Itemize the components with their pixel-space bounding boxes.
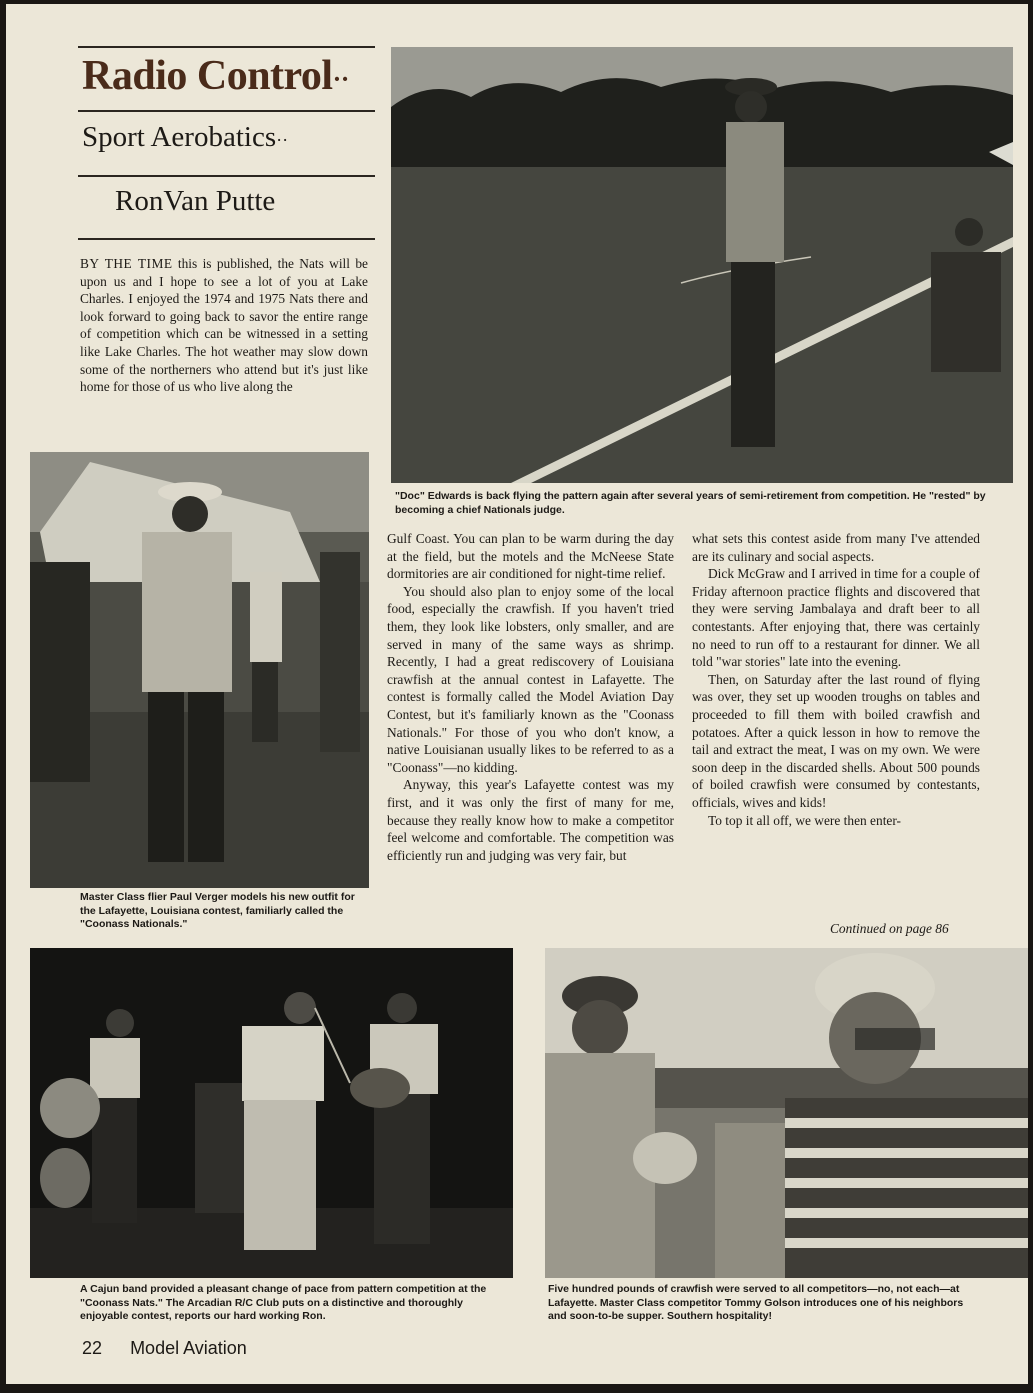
photo-doc-edwards (391, 47, 1013, 483)
article-col3: what sets this contest aside from many I've attended are its culinary and social aspects. Dick McGraw and I arrived in time for a couple of Friday afternoon practice flights and discovered that they were serving Jambalaya and draft beer to all contestants. After enjoying that, there was certainly no need to run off to a restaurant for dinner. We all told "war stories" late into the evening. Then, on Saturday after the last round of flying was over, they set up wooden troughs on tables and proceeded to fill them with boiled crawfish and potatoes. After a quick lesson in how to remove the tail and extract the meat, I was on my own. We were soon deep in the discarded shells. About 500 pounds of boiled crawfish were consumed by contestants, officials, wives and kids! To top it all off, we were then enter- (692, 531, 980, 828)
department-title: Radio Control·· (82, 53, 349, 99)
caption-paul-verger: Master Class flier Paul Verger models his new outfit for the Lafayette, Louisiana contest, familiarly called the "Coonass Nationals." (80, 891, 355, 930)
photo-paul-verger (30, 452, 369, 888)
caption-doc-edwards: "Doc" Edwards is back flying the pattern again after several years of semi-retirement from competition. He "rested" by becoming a chief Nationals judge. (395, 490, 986, 516)
column-mark: ·· (276, 130, 289, 150)
lead-in: BY THE TIME (80, 256, 173, 271)
article-col1: BY THE TIME this is published, the Nats will be upon us and I hope to see a lot of you at Lake Charles. I enjoyed the 1974 and 1975 Nats there and look forward to going back to savor the entire range of competition which can be witnessed in a setting like Lake Charles. The hot weather may slow down some of the northerners who attend but it's just like home for those of us who live along the (80, 256, 368, 395)
column-title: Sport Aerobatics·· (82, 121, 289, 153)
magazine-name: Model Aviation (130, 1338, 247, 1358)
author-byline: RonVan Putte (115, 185, 276, 217)
page-number: 22 (82, 1338, 103, 1358)
photo-crawfish (545, 948, 1028, 1278)
header-rule-bottom (78, 238, 375, 240)
caption-crawfish: Five hundred pounds of crawfish were served to all competitors—no, not each—at Lafayette. Master Class competitor Tommy Golson introduces one of his neighbors and soon-to-be supper. Southern hospitality! (548, 1283, 964, 1322)
photo-cajun-band (30, 948, 513, 1278)
continued-note: Continued on page 86 (830, 921, 949, 936)
article-col2: Gulf Coast. You can plan to be warm during the day at the field, but the motels and the McNeese State dormitories are air conditioned for night-time relief. You should also plan to enjoy some of the local food, especially the crawfish. If you haven't tried them, they look like lobsters, only smaller, and are served in many of the same ways as shrimp. Recently, I had a great rediscovery of Louisiana crawfish at the annual contest in Lafayette. The contest is formally called the Model Aviation Day Contest, but it's familiarly known as the "Coonass Nationals." For those of you who don't know, a native Louisianan usually likes to be referred to as a "Coonass"—no kidding. Anyway, this year's Lafayette contest was my first, and it was only the first of many for me, because they really know how to make a competitor feel welcome and comfortable. The competition was efficiently run and judging was very fair, but (387, 531, 674, 863)
page-footer (82, 1338, 247, 1359)
caption-cajun-band: A Cajun band provided a pleasant change of pace from pattern competition at the "Coonass Nats." The Arcadian R/C Club puts on a distinctive and thoroughly enjoyable contest, reports our hard working Ron. (80, 1283, 487, 1322)
header-rule-top (78, 46, 375, 48)
department-mark: ·· (332, 64, 349, 94)
header-rule-2 (78, 110, 375, 112)
header-rule-3 (78, 175, 375, 177)
